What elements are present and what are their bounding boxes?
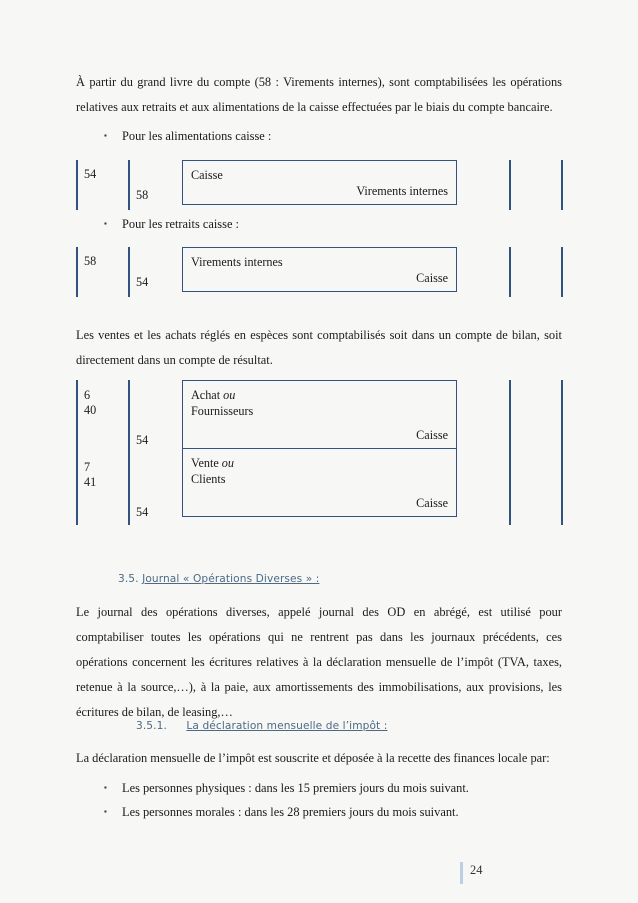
table-rule-left-outer — [76, 160, 78, 210]
table-rule-right-outer — [561, 160, 563, 210]
entry-spacer — [191, 487, 448, 495]
square-bullet-icon: ▪ — [104, 131, 107, 140]
entry-credit-label: Caisse — [416, 428, 448, 442]
account-code-debit-1: 7 — [84, 460, 91, 474]
square-bullet-icon: ▪ — [104, 219, 107, 228]
intro-paragraph: À partir du grand livre du compte (58 : Virements internes), sont comptabilisées les opérations relatives aux retraits et aux alimentations de la caisse effectuées par le biais du compte bancaire. — [76, 75, 562, 114]
entry-credit-label: Caisse — [416, 496, 448, 510]
square-bullet-icon: ▪ — [104, 783, 107, 792]
heading-3-5-1-row — [76, 720, 562, 732]
heading-section-3-5-1 — [136, 720, 562, 732]
table-rule-right-outer — [561, 380, 563, 525]
entry-debit-line-2: Clients — [191, 472, 226, 486]
account-code-debit: 54 — [84, 167, 97, 181]
page-number: 24 — [470, 863, 483, 877]
od-paragraph: Le journal des opérations diverses, appelé journal des OD en abrégé, est utilisé pour comptabiliser toutes les opérations qui ne rentrent pas dans les journaux précédents, ces opérations concernent les écritures relatives à la déclaration mensuelle de l’impôt (TVA, taxes, retenue à la source,…), à la paie, aux amortissements des immobilisations, aux provisions, les écritures de bilan, de leasing,… — [76, 605, 562, 719]
bullet-retraits-label: Pour les retraits caisse : — [122, 217, 239, 231]
entry-debit-line-2: Fournisseurs — [191, 404, 254, 418]
accounting-table-retraits — [76, 247, 563, 297]
declaration-block — [76, 746, 562, 771]
entry-box — [183, 448, 456, 516]
heading-number: 3.5.1. — [136, 720, 167, 732]
footer-accent-bar — [460, 862, 463, 884]
list-item — [104, 212, 562, 236]
entry-box-group — [182, 380, 457, 517]
entry-debit-conjunction: ou — [223, 388, 236, 402]
intro-block — [76, 70, 562, 120]
entry-debit-label: Caisse — [191, 168, 223, 182]
entry-spacer — [191, 419, 448, 427]
entry-debit-line-1 — [191, 455, 448, 471]
entry-debit-label: Achat — [191, 388, 221, 402]
heading-title: Journal « Opérations Diverses » : — [142, 573, 320, 585]
entry-box — [183, 161, 456, 204]
table-rule-right-inner — [509, 247, 511, 297]
declaration-paragraph: La déclaration mensuelle de l’impôt est souscrite et déposée à la recette des finances locale par: — [76, 751, 550, 765]
table-rule-left-inner — [128, 247, 130, 297]
page-footer — [0, 860, 638, 890]
list-item — [104, 124, 562, 148]
list-item-label: Les personnes morales : dans les 28 premiers jours du mois suivant. — [122, 805, 459, 819]
bullet-alimentations-label: Pour les alimentations caisse : — [122, 129, 272, 143]
entry-box — [183, 248, 456, 291]
account-code-debit-1: 6 — [84, 388, 91, 402]
entry-credit-label: Caisse — [416, 271, 448, 285]
ventes-paragraph: Les ventes et les achats réglés en espèces sont comptabilisés soit dans un compte de bilan, soit directement dans un compte de résultat. — [76, 328, 562, 367]
table-rule-left-inner — [128, 160, 130, 210]
ventes-block — [76, 323, 562, 373]
entry-credit-label: Virements internes — [356, 184, 448, 198]
bullet-alimentations-row — [76, 124, 562, 148]
list-item — [104, 776, 562, 800]
accounting-table-especes — [76, 380, 563, 525]
heading-title: La déclaration mensuelle de l’impôt : — [186, 720, 388, 732]
bullet-retraits-row — [76, 212, 562, 236]
entry-debit-label: Virements internes — [191, 255, 283, 269]
entry-debit-line-1 — [191, 387, 448, 403]
account-code-debit-2: 41 — [84, 475, 97, 489]
table-rule-left-outer — [76, 247, 78, 297]
account-code-debit-2: 40 — [84, 403, 97, 417]
account-code-credit: 54 — [136, 275, 149, 289]
heading-section-3-5 — [118, 573, 562, 585]
square-bullet-icon: ▪ — [104, 807, 107, 816]
heading-3-5-row — [76, 573, 562, 585]
table-rule-right-inner — [509, 380, 511, 525]
list-item-label: Les personnes physiques : dans les 15 premiers jours du mois suivant. — [122, 781, 469, 795]
table-rule-right-outer — [561, 247, 563, 297]
entry-box — [183, 381, 456, 448]
table-rule-right-inner — [509, 160, 511, 210]
account-code-credit: 54 — [136, 505, 149, 519]
entry-box-group — [182, 160, 457, 205]
account-code-debit: 58 — [84, 254, 97, 268]
table-rule-left-inner — [128, 380, 130, 525]
entry-box-group — [182, 247, 457, 292]
account-code-credit: 54 — [136, 433, 149, 447]
declaration-list — [76, 776, 562, 824]
entry-debit-label: Vente — [191, 456, 219, 470]
entry-debit-conjunction: ou — [221, 456, 234, 470]
account-code-credit: 58 — [136, 188, 149, 202]
table-rule-left-outer — [76, 380, 78, 525]
list-item — [104, 800, 562, 824]
accounting-table-alimentations — [76, 160, 563, 210]
heading-number: 3.5. — [118, 573, 139, 585]
od-block — [76, 600, 562, 725]
